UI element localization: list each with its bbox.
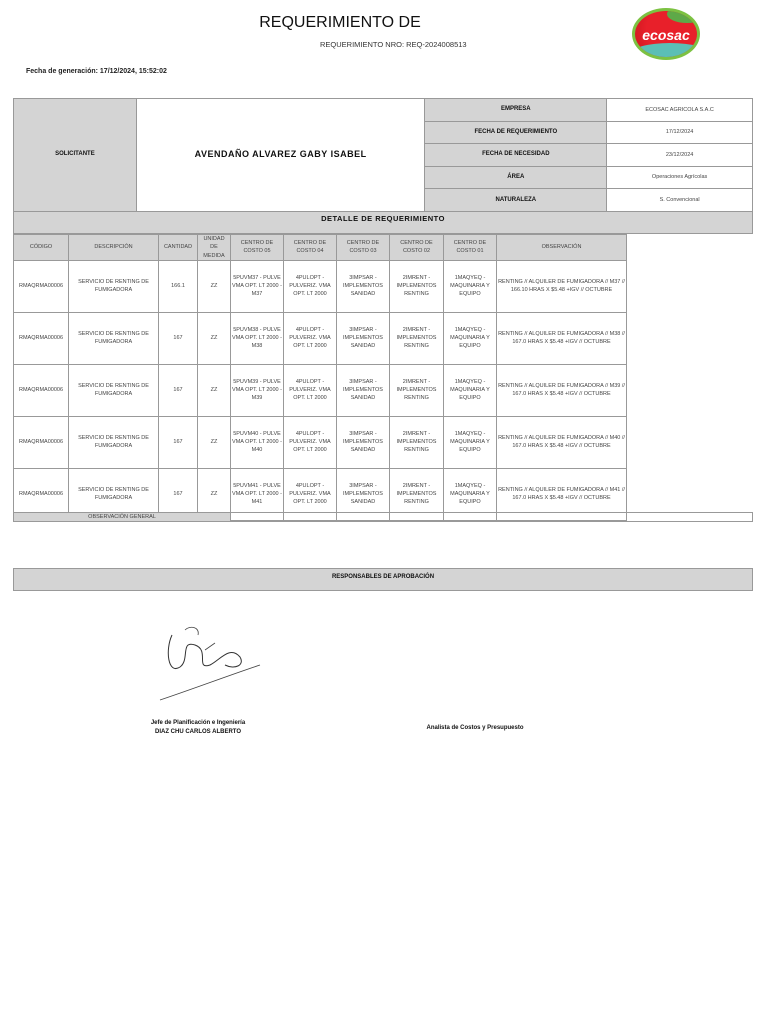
field-value: 23/12/2024 (607, 144, 753, 167)
table-cell: 167 (159, 364, 198, 416)
ecosac-logo: ecosac (632, 8, 700, 60)
table-cell: ZZ (198, 260, 231, 312)
signature-image (150, 605, 270, 710)
field-value: S. Convencional (607, 189, 753, 212)
table-row (14, 312, 627, 364)
column-header: CENTRO DE COSTO 05 (231, 235, 284, 261)
table-cell: SERVICIO DE RENTING DE FUMIGADORA (69, 312, 159, 364)
table-cell: RMAQRMA00006 (14, 364, 69, 416)
table-row (14, 260, 627, 312)
detail-title: DETALLE DE REQUERIMIENTO (13, 211, 753, 234)
field-value: 17/12/2024 (607, 121, 753, 144)
table-cell: 4PULOPT - PULVERIZ. VMA OPT. LT 2000 (284, 312, 337, 364)
table-cell: 3IMPSAR - IMPLEMENTOS SANIDAD (337, 364, 390, 416)
table-cell: SERVICIO DE RENTING DE FUMIGADORA (69, 364, 159, 416)
table-cell: ZZ (198, 468, 231, 520)
generation-date: Fecha de generación: 17/12/2024, 15:52:02 (26, 68, 167, 75)
solicitante-name: AVENDAÑO ALVAREZ GABY ISABEL (136, 99, 425, 212)
signer1-name: DIAZ CHU CARLOS ALBERTO (155, 729, 241, 735)
field-label: NATURALEZA (425, 189, 607, 212)
column-header: CANTIDAD (159, 235, 198, 261)
table-cell: 1MAQYEQ - MAQUINARIA Y EQUIPO (444, 364, 497, 416)
column-header: DESCRIPCIÓN (69, 235, 159, 261)
table-cell: 4PULOPT - PULVERIZ. VMA OPT. LT 2000 (284, 416, 337, 468)
table-cell: 5PUVM40 - PULVE VMA OPT. LT 2000 - M40 (231, 416, 284, 468)
column-header: CENTRO DE COSTO 04 (284, 235, 337, 261)
column-header: UNIDAD DE MEDIDA (198, 235, 231, 261)
field-label: FECHA DE REQUERIMIENTO (425, 121, 607, 144)
table-cell: SERVICIO DE RENTING DE FUMIGADORA (69, 416, 159, 468)
field-value: ECOSAC AGRICOLA S.A.C (607, 99, 753, 122)
table-cell: ZZ (198, 416, 231, 468)
table-cell: 3IMPSAR - IMPLEMENTOS SANIDAD (337, 468, 390, 520)
table-cell: SERVICIO DE RENTING DE FUMIGADORA (69, 260, 159, 312)
table-cell: 3IMPSAR - IMPLEMENTOS SANIDAD (337, 312, 390, 364)
table-cell: 5PUVM37 - PULVE VMA OPT. LT 2000 - M37 (231, 260, 284, 312)
table-cell: 167 (159, 312, 198, 364)
column-header: CÓDIGO (14, 235, 69, 261)
table-cell: 4PULOPT - PULVERIZ. VMA OPT. LT 2000 (284, 364, 337, 416)
table-cell: 1MAQYEQ - MAQUINARIA Y EQUIPO (444, 416, 497, 468)
info-table (13, 98, 753, 212)
table-cell: 167 (159, 468, 198, 520)
table-cell: RMAQRMA00006 (14, 260, 69, 312)
table-cell: 2IMRENT - IMPLEMENTOS RENTING (390, 312, 444, 364)
table-cell: RENTING // ALQUILER DE FUMIGADORA // M38 // 167.0 HRAS X $5.48 +IGV // OCTUBRE (497, 312, 627, 364)
table-cell: 167 (159, 416, 198, 468)
table-cell: 1MAQYEQ - MAQUINARIA Y EQUIPO (444, 260, 497, 312)
table-cell: 5PUVM41 - PULVE VMA OPT. LT 2000 - M41 (231, 468, 284, 520)
table-cell: 1MAQYEQ - MAQUINARIA Y EQUIPO (444, 468, 497, 520)
table-cell: SERVICIO DE RENTING DE FUMIGADORA (69, 468, 159, 520)
table-cell: 5PUVM39 - PULVE VMA OPT. LT 2000 - M39 (231, 364, 284, 416)
table-cell: 2IMRENT - IMPLEMENTOS RENTING (390, 260, 444, 312)
table-cell: RENTING // ALQUILER DE FUMIGADORA // M39 // 167.0 HRAS X $5.48 +IGV // OCTUBRE (497, 364, 627, 416)
field-value: Operaciones Agrícolas (607, 166, 753, 189)
solicitante-label: SOLICITANTE (14, 99, 137, 212)
signer2-role: Analista de Costos y Presupuesto (426, 725, 524, 731)
table-row (14, 364, 627, 416)
table-cell: RMAQRMA00006 (14, 416, 69, 468)
field-label: FECHA DE NECESIDAD (425, 144, 607, 167)
general-observation-label: OBSERVACIÓN GENERAL (14, 513, 231, 522)
table-cell: ZZ (198, 312, 231, 364)
table-cell: 3IMPSAR - IMPLEMENTOS SANIDAD (337, 416, 390, 468)
column-header: CENTRO DE COSTO 03 (337, 235, 390, 261)
table-cell: RENTING // ALQUILER DE FUMIGADORA // M37 // 166.10 HRAS X $5.48 +IGV // OCTUBRE (497, 260, 627, 312)
table-cell: RENTING // ALQUILER DE FUMIGADORA // M41 // 167.0 HRAS X $5.48 +IGV // OCTUBRE (497, 468, 627, 520)
table-cell: 2IMRENT - IMPLEMENTOS RENTING (390, 364, 444, 416)
table-cell: RMAQRMA00006 (14, 312, 69, 364)
field-label: EMPRESA (425, 99, 607, 122)
general-observation (13, 512, 753, 522)
table-cell: 3IMPSAR - IMPLEMENTOS SANIDAD (337, 260, 390, 312)
table-cell: RENTING // ALQUILER DE FUMIGADORA // M40 // 167.0 HRAS X $5.48 +IGV // OCTUBRE (497, 416, 627, 468)
document-title: REQUERIMIENTO DE (259, 14, 421, 31)
column-header: CENTRO DE COSTO 01 (444, 235, 497, 261)
signer1-role: Jefe de Planificación e Ingeniería (150, 720, 246, 726)
table-row (14, 416, 627, 468)
approval-title: RESPONSABLES DE APROBACIÓN (13, 568, 753, 591)
field-label: ÁREA (425, 166, 607, 189)
requirement-number: REQUERIMIENTO NRO: REQ-2024008513 (320, 40, 467, 49)
table-cell: 4PULOPT - PULVERIZ. VMA OPT. LT 2000 (284, 260, 337, 312)
table-cell: 5PUVM38 - PULVE VMA OPT. LT 2000 - M38 (231, 312, 284, 364)
column-header: OBSERVACIÓN (497, 235, 627, 261)
table-cell: RMAQRMA00006 (14, 468, 69, 520)
table-cell: 166.1 (159, 260, 198, 312)
column-header: CENTRO DE COSTO 02 (390, 235, 444, 261)
table-cell: 2IMRENT - IMPLEMENTOS RENTING (390, 468, 444, 520)
table-cell: 1MAQYEQ - MAQUINARIA Y EQUIPO (444, 312, 497, 364)
table-cell: 4PULOPT - PULVERIZ. VMA OPT. LT 2000 (284, 468, 337, 520)
table-cell: 2IMRENT - IMPLEMENTOS RENTING (390, 416, 444, 468)
detail-table (13, 234, 627, 521)
general-observation-value (231, 513, 753, 522)
table-cell: ZZ (198, 364, 231, 416)
